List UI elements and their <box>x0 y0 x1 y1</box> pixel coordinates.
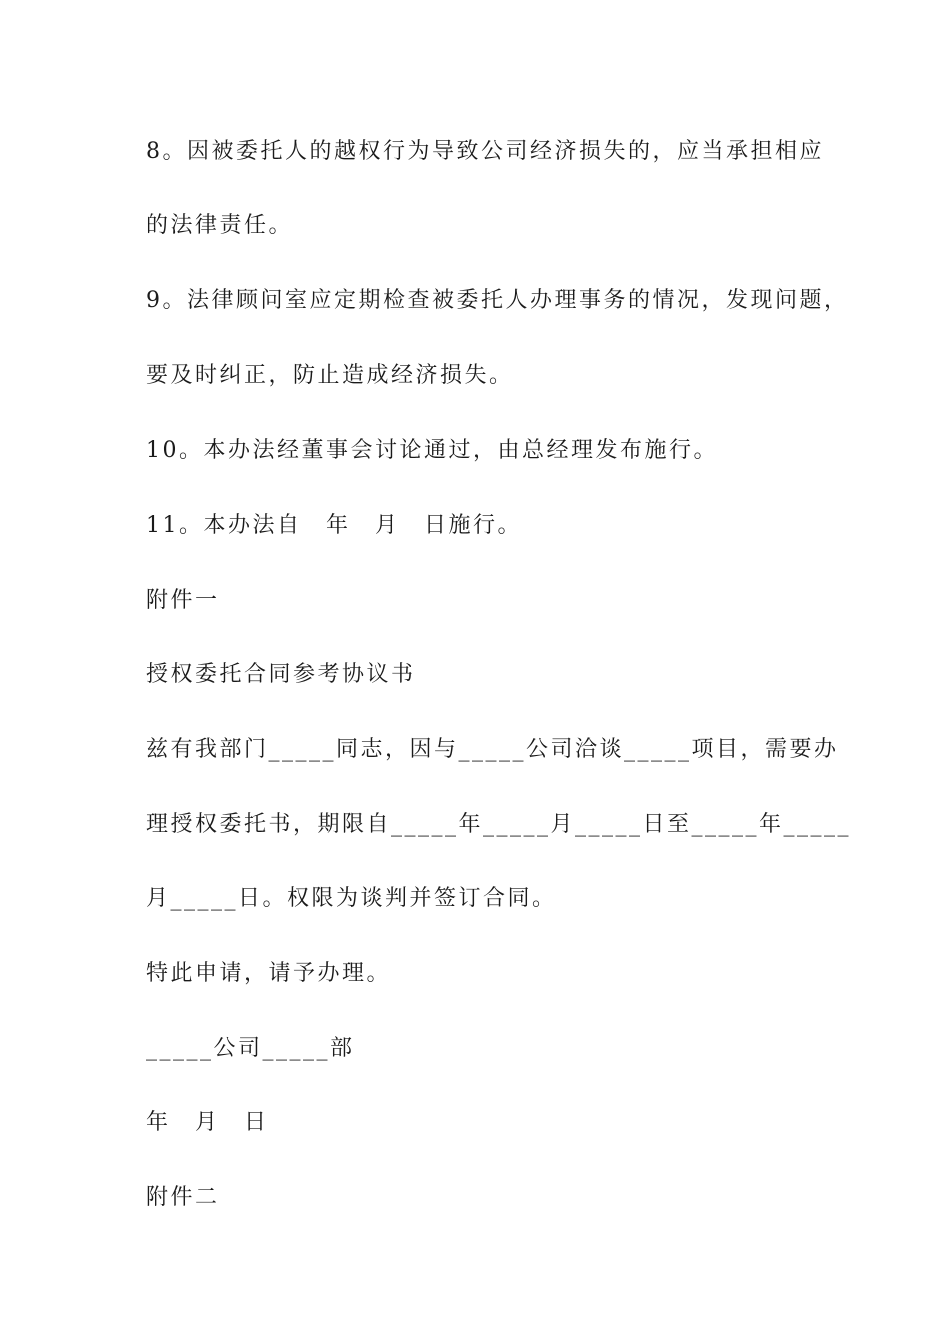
agreement-body-line-1: 兹有我部门_____同志，因与_____公司洽谈_____项目，需要办 <box>146 737 839 762</box>
attachment-1-heading: 附件一 <box>146 588 220 613</box>
agreement-body-line-3: 月_____日。权限为谈判并签订合同。 <box>146 886 557 911</box>
signature-department: _____公司_____部 <box>146 1036 355 1061</box>
clause-9-line-1: 9。法律顾问室应定期检查被委托人办理事务的情况，发现问题， <box>146 288 849 313</box>
clause-8-line-2: 的法律责任。 <box>146 213 294 238</box>
agreement-body-line-2: 理授权委托书，期限自_____年_____月_____日至_____年_____ <box>146 812 852 837</box>
agreement-title: 授权委托合同参考协议书 <box>146 662 416 687</box>
clause-10: 10。本办法经董事会讨论通过，由总经理发布施行。 <box>146 438 718 463</box>
clause-11: 11。本办法自 年 月 日施行。 <box>146 513 522 538</box>
clause-8-line-1: 8。因被委托人的越权行为导致公司经济损失的，应当承担相应 <box>146 139 824 164</box>
clause-9-line-2: 要及时纠正，防止造成经济损失。 <box>146 363 514 388</box>
request-line: 特此申请，请予办理。 <box>146 961 392 986</box>
signature-date: 年 月 日 <box>146 1110 269 1135</box>
attachment-2-heading: 附件二 <box>146 1185 220 1210</box>
